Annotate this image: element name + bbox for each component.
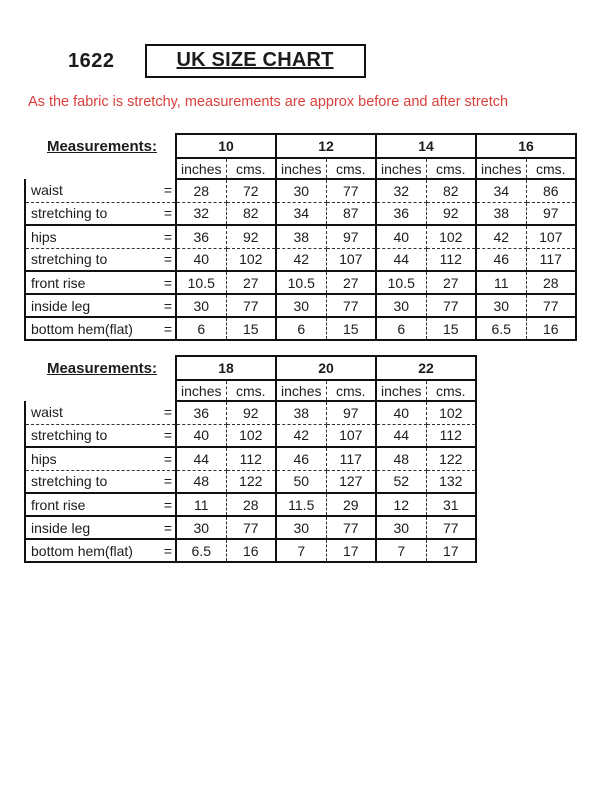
measurement-label: inside leg: [31, 519, 91, 536]
equals-sign: =: [163, 205, 172, 222]
value-cms: 82: [226, 202, 276, 225]
value-cms: 92: [226, 401, 276, 424]
value-inches: 30: [276, 516, 326, 539]
measurement-row: [25, 424, 476, 447]
value-inches: 42: [276, 424, 326, 447]
page-title: UK SIZE CHART: [145, 44, 366, 78]
inches-header: inches: [176, 380, 226, 401]
stretch-note: As the fabric is stretchy, measurements are approx before and after stretch: [28, 94, 509, 110]
value-cms: 77: [326, 294, 376, 317]
value-cms: 117: [526, 248, 576, 271]
value-cms: 15: [226, 317, 276, 340]
inches-header: inches: [376, 158, 426, 179]
value-cms: 15: [326, 317, 376, 340]
value-inches: 36: [176, 225, 226, 248]
size-chart-table: [24, 355, 477, 563]
value-inches: 11: [176, 493, 226, 516]
value-cms: 72: [226, 179, 276, 202]
value-cms: 77: [226, 294, 276, 317]
value-inches: 38: [476, 202, 526, 225]
equals-sign: =: [163, 297, 172, 314]
measurement-label: front rise: [31, 496, 86, 513]
measurement-label: hips: [31, 450, 57, 467]
value-cms: 102: [426, 401, 476, 424]
measurement-label-cell: [25, 294, 176, 317]
measurement-row: [25, 493, 476, 516]
equals-sign: =: [163, 251, 172, 268]
value-cms: 107: [526, 225, 576, 248]
value-cms: 87: [326, 202, 376, 225]
measurement-label-cell: [25, 225, 176, 248]
measurement-row: [25, 202, 576, 225]
value-inches: 30: [276, 294, 326, 317]
value-cms: 27: [326, 271, 376, 294]
measurements-label: Measurements:: [46, 137, 158, 155]
value-inches: 36: [176, 401, 226, 424]
value-inches: 32: [176, 202, 226, 225]
value-cms: 17: [326, 539, 376, 562]
value-cms: 112: [426, 424, 476, 447]
value-inches: 30: [176, 294, 226, 317]
size-header-14: 14: [376, 134, 476, 158]
value-cms: 29: [326, 493, 376, 516]
measurement-row: [25, 539, 476, 562]
value-inches: 30: [476, 294, 526, 317]
value-cms: 102: [226, 424, 276, 447]
equals-sign: =: [163, 404, 172, 421]
value-inches: 10.5: [176, 271, 226, 294]
value-inches: 40: [176, 248, 226, 271]
value-cms: 112: [426, 248, 476, 271]
value-cms: 97: [326, 401, 376, 424]
value-cms: 15: [426, 317, 476, 340]
value-inches: 44: [376, 424, 426, 447]
size-chart-table: [24, 133, 577, 341]
value-inches: 38: [276, 401, 326, 424]
measurements-header: [25, 134, 176, 158]
value-cms: 27: [226, 271, 276, 294]
value-cms: 28: [226, 493, 276, 516]
value-inches: 12: [376, 493, 426, 516]
equals-sign: =: [163, 473, 172, 490]
measurement-label: stretching to: [31, 205, 108, 222]
value-cms: 102: [426, 225, 476, 248]
value-cms: 97: [326, 225, 376, 248]
value-inches: 36: [376, 202, 426, 225]
measurement-label-cell: [25, 516, 176, 539]
cms-header: cms.: [426, 380, 476, 401]
equals-sign: =: [163, 320, 172, 337]
equals-sign: =: [163, 496, 172, 513]
measurement-row: [25, 248, 576, 271]
value-cms: 97: [526, 202, 576, 225]
value-cms: 127: [326, 470, 376, 493]
size-header-20: 20: [276, 356, 376, 380]
measurement-label: waist: [31, 182, 63, 199]
measurement-label: stretching to: [31, 251, 108, 268]
value-cms: 86: [526, 179, 576, 202]
size-header-18: 18: [176, 356, 276, 380]
value-cms: 122: [226, 470, 276, 493]
measurement-label-cell: [25, 317, 176, 340]
measurement-row: [25, 401, 476, 424]
value-cms: 28: [526, 271, 576, 294]
measurement-row: [25, 179, 576, 202]
value-inches: 10.5: [376, 271, 426, 294]
page-header: [68, 44, 366, 78]
inches-header: inches: [376, 380, 426, 401]
measurement-label: stretching to: [31, 427, 108, 444]
value-cms: 112: [226, 447, 276, 470]
value-cms: 77: [326, 179, 376, 202]
corner-spacer: [25, 158, 176, 179]
inches-header: inches: [176, 158, 226, 179]
value-inches: 42: [476, 225, 526, 248]
value-cms: 92: [426, 202, 476, 225]
size-header-22: 22: [376, 356, 476, 380]
value-inches: 32: [376, 179, 426, 202]
value-cms: 107: [326, 248, 376, 271]
value-cms: 77: [426, 516, 476, 539]
value-inches: 6: [376, 317, 426, 340]
measurements-header: [25, 356, 176, 380]
inches-header: inches: [476, 158, 526, 179]
value-inches: 10.5: [276, 271, 326, 294]
value-cms: 77: [426, 294, 476, 317]
value-cms: 132: [426, 470, 476, 493]
measurement-label-cell: [25, 179, 176, 202]
measurement-label-cell: [25, 539, 176, 562]
value-inches: 44: [176, 447, 226, 470]
cms-header: cms.: [526, 158, 576, 179]
value-inches: 6.5: [176, 539, 226, 562]
cms-header: cms.: [326, 380, 376, 401]
inches-header: inches: [276, 158, 326, 179]
equals-sign: =: [163, 182, 172, 199]
value-inches: 52: [376, 470, 426, 493]
measurement-label: bottom hem(flat): [31, 320, 133, 337]
value-inches: 30: [176, 516, 226, 539]
cms-header: cms.: [426, 158, 476, 179]
value-inches: 50: [276, 470, 326, 493]
measurement-row: [25, 271, 576, 294]
value-cms: 102: [226, 248, 276, 271]
measurements-label: Measurements:: [46, 359, 158, 377]
measurement-row: [25, 317, 576, 340]
value-inches: 34: [276, 202, 326, 225]
value-cms: 16: [526, 317, 576, 340]
size-table-10-16: [24, 133, 577, 341]
corner-spacer: [25, 380, 176, 401]
value-inches: 42: [276, 248, 326, 271]
measurement-label-cell: [25, 401, 176, 424]
size-header-16: 16: [476, 134, 576, 158]
value-inches: 30: [276, 179, 326, 202]
value-inches: 6: [176, 317, 226, 340]
equals-sign: =: [163, 274, 172, 291]
cms-header: cms.: [226, 158, 276, 179]
measurement-row: [25, 516, 476, 539]
measurement-label: waist: [31, 404, 63, 421]
measurement-label-cell: [25, 493, 176, 516]
equals-sign: =: [163, 450, 172, 467]
value-cms: 77: [326, 516, 376, 539]
measurement-label-cell: [25, 248, 176, 271]
value-inches: 40: [376, 401, 426, 424]
equals-sign: =: [163, 427, 172, 444]
value-cms: 122: [426, 447, 476, 470]
value-inches: 40: [176, 424, 226, 447]
value-inches: 46: [476, 248, 526, 271]
value-inches: 46: [276, 447, 326, 470]
equals-sign: =: [163, 542, 172, 559]
value-cms: 27: [426, 271, 476, 294]
measurement-label: bottom hem(flat): [31, 542, 133, 559]
measurement-label-cell: [25, 271, 176, 294]
value-inches: 38: [276, 225, 326, 248]
value-inches: 30: [376, 294, 426, 317]
equals-sign: =: [163, 228, 172, 245]
value-inches: 40: [376, 225, 426, 248]
measurement-label-cell: [25, 424, 176, 447]
value-inches: 7: [276, 539, 326, 562]
value-inches: 6: [276, 317, 326, 340]
measurement-row: [25, 447, 476, 470]
measurement-label: inside leg: [31, 297, 91, 314]
cms-header: cms.: [326, 158, 376, 179]
size-header-10: 10: [176, 134, 276, 158]
value-inches: 30: [376, 516, 426, 539]
measurement-label: stretching to: [31, 473, 108, 490]
value-inches: 44: [376, 248, 426, 271]
measurement-label: hips: [31, 228, 57, 245]
value-cms: 92: [226, 225, 276, 248]
measurement-label-cell: [25, 447, 176, 470]
size-table-18-22: [24, 355, 477, 563]
value-inches: 34: [476, 179, 526, 202]
value-inches: 7: [376, 539, 426, 562]
value-cms: 107: [326, 424, 376, 447]
size-header-12: 12: [276, 134, 376, 158]
measurement-row: [25, 470, 476, 493]
measurement-label-cell: [25, 202, 176, 225]
equals-sign: =: [163, 519, 172, 536]
measurement-label: front rise: [31, 274, 86, 291]
value-cms: 31: [426, 493, 476, 516]
value-inches: 11: [476, 271, 526, 294]
measurement-row: [25, 225, 576, 248]
value-cms: 17: [426, 539, 476, 562]
value-cms: 117: [326, 447, 376, 470]
value-inches: 48: [176, 470, 226, 493]
value-inches: 28: [176, 179, 226, 202]
value-inches: 6.5: [476, 317, 526, 340]
value-cms: 82: [426, 179, 476, 202]
style-number: 1622: [68, 49, 115, 72]
value-cms: 77: [226, 516, 276, 539]
value-cms: 77: [526, 294, 576, 317]
inches-header: inches: [276, 380, 326, 401]
value-inches: 48: [376, 447, 426, 470]
measurement-label-cell: [25, 470, 176, 493]
value-cms: 16: [226, 539, 276, 562]
measurement-row: [25, 294, 576, 317]
cms-header: cms.: [226, 380, 276, 401]
value-inches: 11.5: [276, 493, 326, 516]
